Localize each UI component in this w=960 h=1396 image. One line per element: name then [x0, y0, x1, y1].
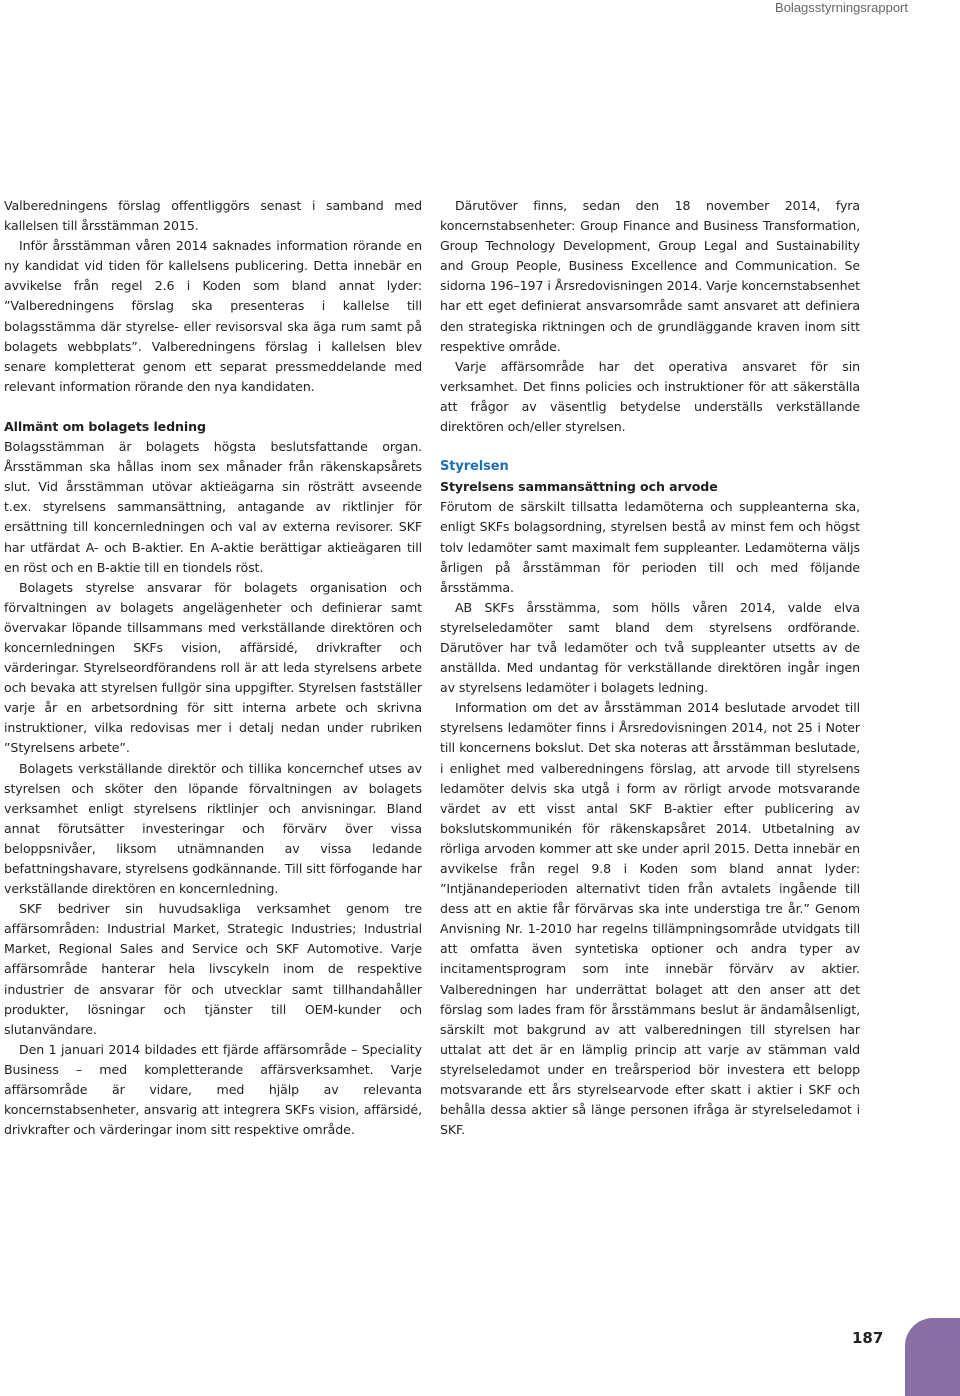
paragraph: Den 1 januari 2014 bildades ett fjärde affärsområde – Speciality Business – med kompletterande affärsverksamhet. Varje affärsområde är vidare, med hjälp av relevanta koncernstabsenheter, ansvarig att integrera SKFs vision, affärsidé, drivkrafter och värderingar inom sitt respektive område. [4, 1041, 422, 1138]
paragraph: Varje affärsområde har det operativa ansvaret för sin verksamhet. Det finns policies och instruktioner för att säkerställa att frågor av väsentlig betydelse underställs verkställande direktören och/eller styrelsen. [440, 358, 860, 435]
subheading-sammansattning: Styrelsens sammansättning och arvode [440, 479, 718, 495]
page-number: 187 [852, 1329, 884, 1347]
paragraph: Bolagets styrelse ansvarar för bolagets organisation och förvaltningen av bolagets angelägenheter och definierar samt övervakar löpande tillsammans med verkställande direktören och koncernledningen SKFs vision, affärsidé, drivkrafter och värderingar. Styrelseordförandens roll är att leda styrelsens arbete och bevaka att styrelsen fullgör sina uppgifter. Styrelsen fastställer varje år en arbetsordning för sitt interna arbete och skrivna instruktioner, vilka redovisas mer i detalj nedan under rubriken ”Styrelsens arbete”. [4, 579, 422, 756]
left-column [4, 196, 422, 1140]
paragraph: SKF bedriver sin huvudsakliga verksamhet genom tre affärsområden: Industrial Market, Strategic Industries; Industrial Market, Regional Sales and Service och SKF Automotive. Varje affärsområde hanterar hela livscykeln inom de respektive industrier de ansvarar för och utvecklar samt tillhandahåller produkter, lösningar och tjänster till OEM-kunder och slutanvändare. [4, 901, 422, 1037]
paragraph: Bolagsstämman är bolagets högsta beslutsfattande organ. Årsstämman ska hållas inom sex månader från räkenskapsårets slut. Vid årsstämman utövar aktieägarna sin rösträtt avseende t.ex. styrelsens sammansättning, antagande av riktlinjer för ersättning till koncernledningen och val av externa revisorer. SKF har utfärdat A- och B-aktier. En A-aktie berättigar aktieägaren till en röst och en B-aktie till en tiondels röst. [4, 439, 422, 575]
paragraph: Information om det av årsstämman 2014 beslutade arvodet till styrelsens ledamöter finns i Årsredovisningen 2014, not 25 i Noter till koncernens bokslut. Det ska noteras att årsstämman beslutade, i enlighet med valberedningens förslag, att arvode till styrelsens ledamöter delvis ska utgå i form av rörligt arvode motsvarande värdet av ett visst antal SKF B-aktier efter publicering av bokslutskommunikén för räkenskapsåret 2014. Utbetalning av rörliga arvoden kommer att ske under april 2015. Detta innebär en avvikelse från regel 9.8 i Koden som bland annat lyder: ”Intjänandeperioden alternativt tiden från avtalets ingående till dess att en aktie får förvärvas ska inte understiga tre år.” Genom Anvisning Nr. 1-2010 har regelns tillämpningsområde utvidgats till att omfatta även syntetiska optioner och andra typer av incitamentsprogram som inte innebär förvärv av aktier. Valberedningen har underrättat bolaget att den anser att det förslag som lades fram för årsstämmans beslut är ändamålsenligt, särskilt mot bakgrund av att valberedningen till styrelsen har uttalat att det är en lämplig princip att varje av stämman vald styrelseledamot under en treårsperiod bör investera ett belopp motsvarande ett års styrelsearvode efter skatt i aktier i SKF och behålla dessa aktier så länge personen ifråga är styrelseledamot i SKF. [440, 700, 860, 1138]
paragraph: Därutöver finns, sedan den 18 november 2014, fyra koncernstabsenheter: Group Finance and Business Transformation, Group Technology Development, Group Legal and Sustainability and Group People, Business Excellence and Communication. Se sidorna 196–197 i Årsredovisningen 2014. Varje koncernstabsenhet har ett eget definierat ansvarsområde samt ansvaret att definiera den strategiska riktningen och de grundläggande kraven inom sitt respektive område. [440, 198, 860, 354]
right-column [440, 196, 860, 1140]
paragraph: AB SKFs årsstämma, som hölls våren 2014, valde elva styrelseledamöter samt bland dem styrelsens ordförande. Därutöver har två ledamöter och två suppleanter utsetts av de anställda. Med undantag för verkställande direktören ingår ingen av styrelsens ledamöter i bolagets ledning. [440, 599, 860, 696]
section-heading-styrelsen: Styrelsen [440, 459, 509, 475]
section-tab-marker [905, 1318, 960, 1396]
paragraph: Valberedningens förslag offentliggörs senast i samband med kallelsen till årsstämman 2015. [4, 198, 422, 234]
running-header: Bolagsstyrningsrapport [775, 0, 908, 15]
paragraph: Förutom de särskilt tillsatta ledamöterna och suppleanterna ska, enligt SKFs bolagsordning, styrelsen bestå av minst fem och högst tolv ledamöter samt maximalt fem suppleanter. Ledamöterna väljs årligen på årsstämman för perioden till och med följande årsstämma. [440, 499, 860, 595]
paragraph: Inför årsstämman våren 2014 saknades information rörande en ny kandidat vid tiden för kallelsens publicering. Detta innebär en avvikelse från regel 2.6 i Koden som bland annat lyder: ”Valberedningens förslag ska presenteras i kallelse till bolagsstämma där styrelse- eller revisorsval ska äga rum samt på bolagets webbplats”. Valberedningens förslag i kallelsen blev senare kompletterat genom ett separat pressmeddelande med relevant information rörande den nya kandidaten. [4, 238, 422, 394]
paragraph: Bolagets verkställande direktör och tillika koncernchef utses av styrelsen och sköter den löpande förvaltningen av bolagets verksamhet enligt styrelsens riktlinjer och anvisningar. Bland annat förutsätter investeringar och förvärv över vissa beloppsnivåer, liksom utnämnanden av vissa ledande befattningshavare, styrelsens godkännande. Till sitt förfogande har verkställande direktören en koncernledning. [4, 760, 422, 897]
section-heading-ledning: Allmänt om bolagets ledning [4, 418, 206, 434]
